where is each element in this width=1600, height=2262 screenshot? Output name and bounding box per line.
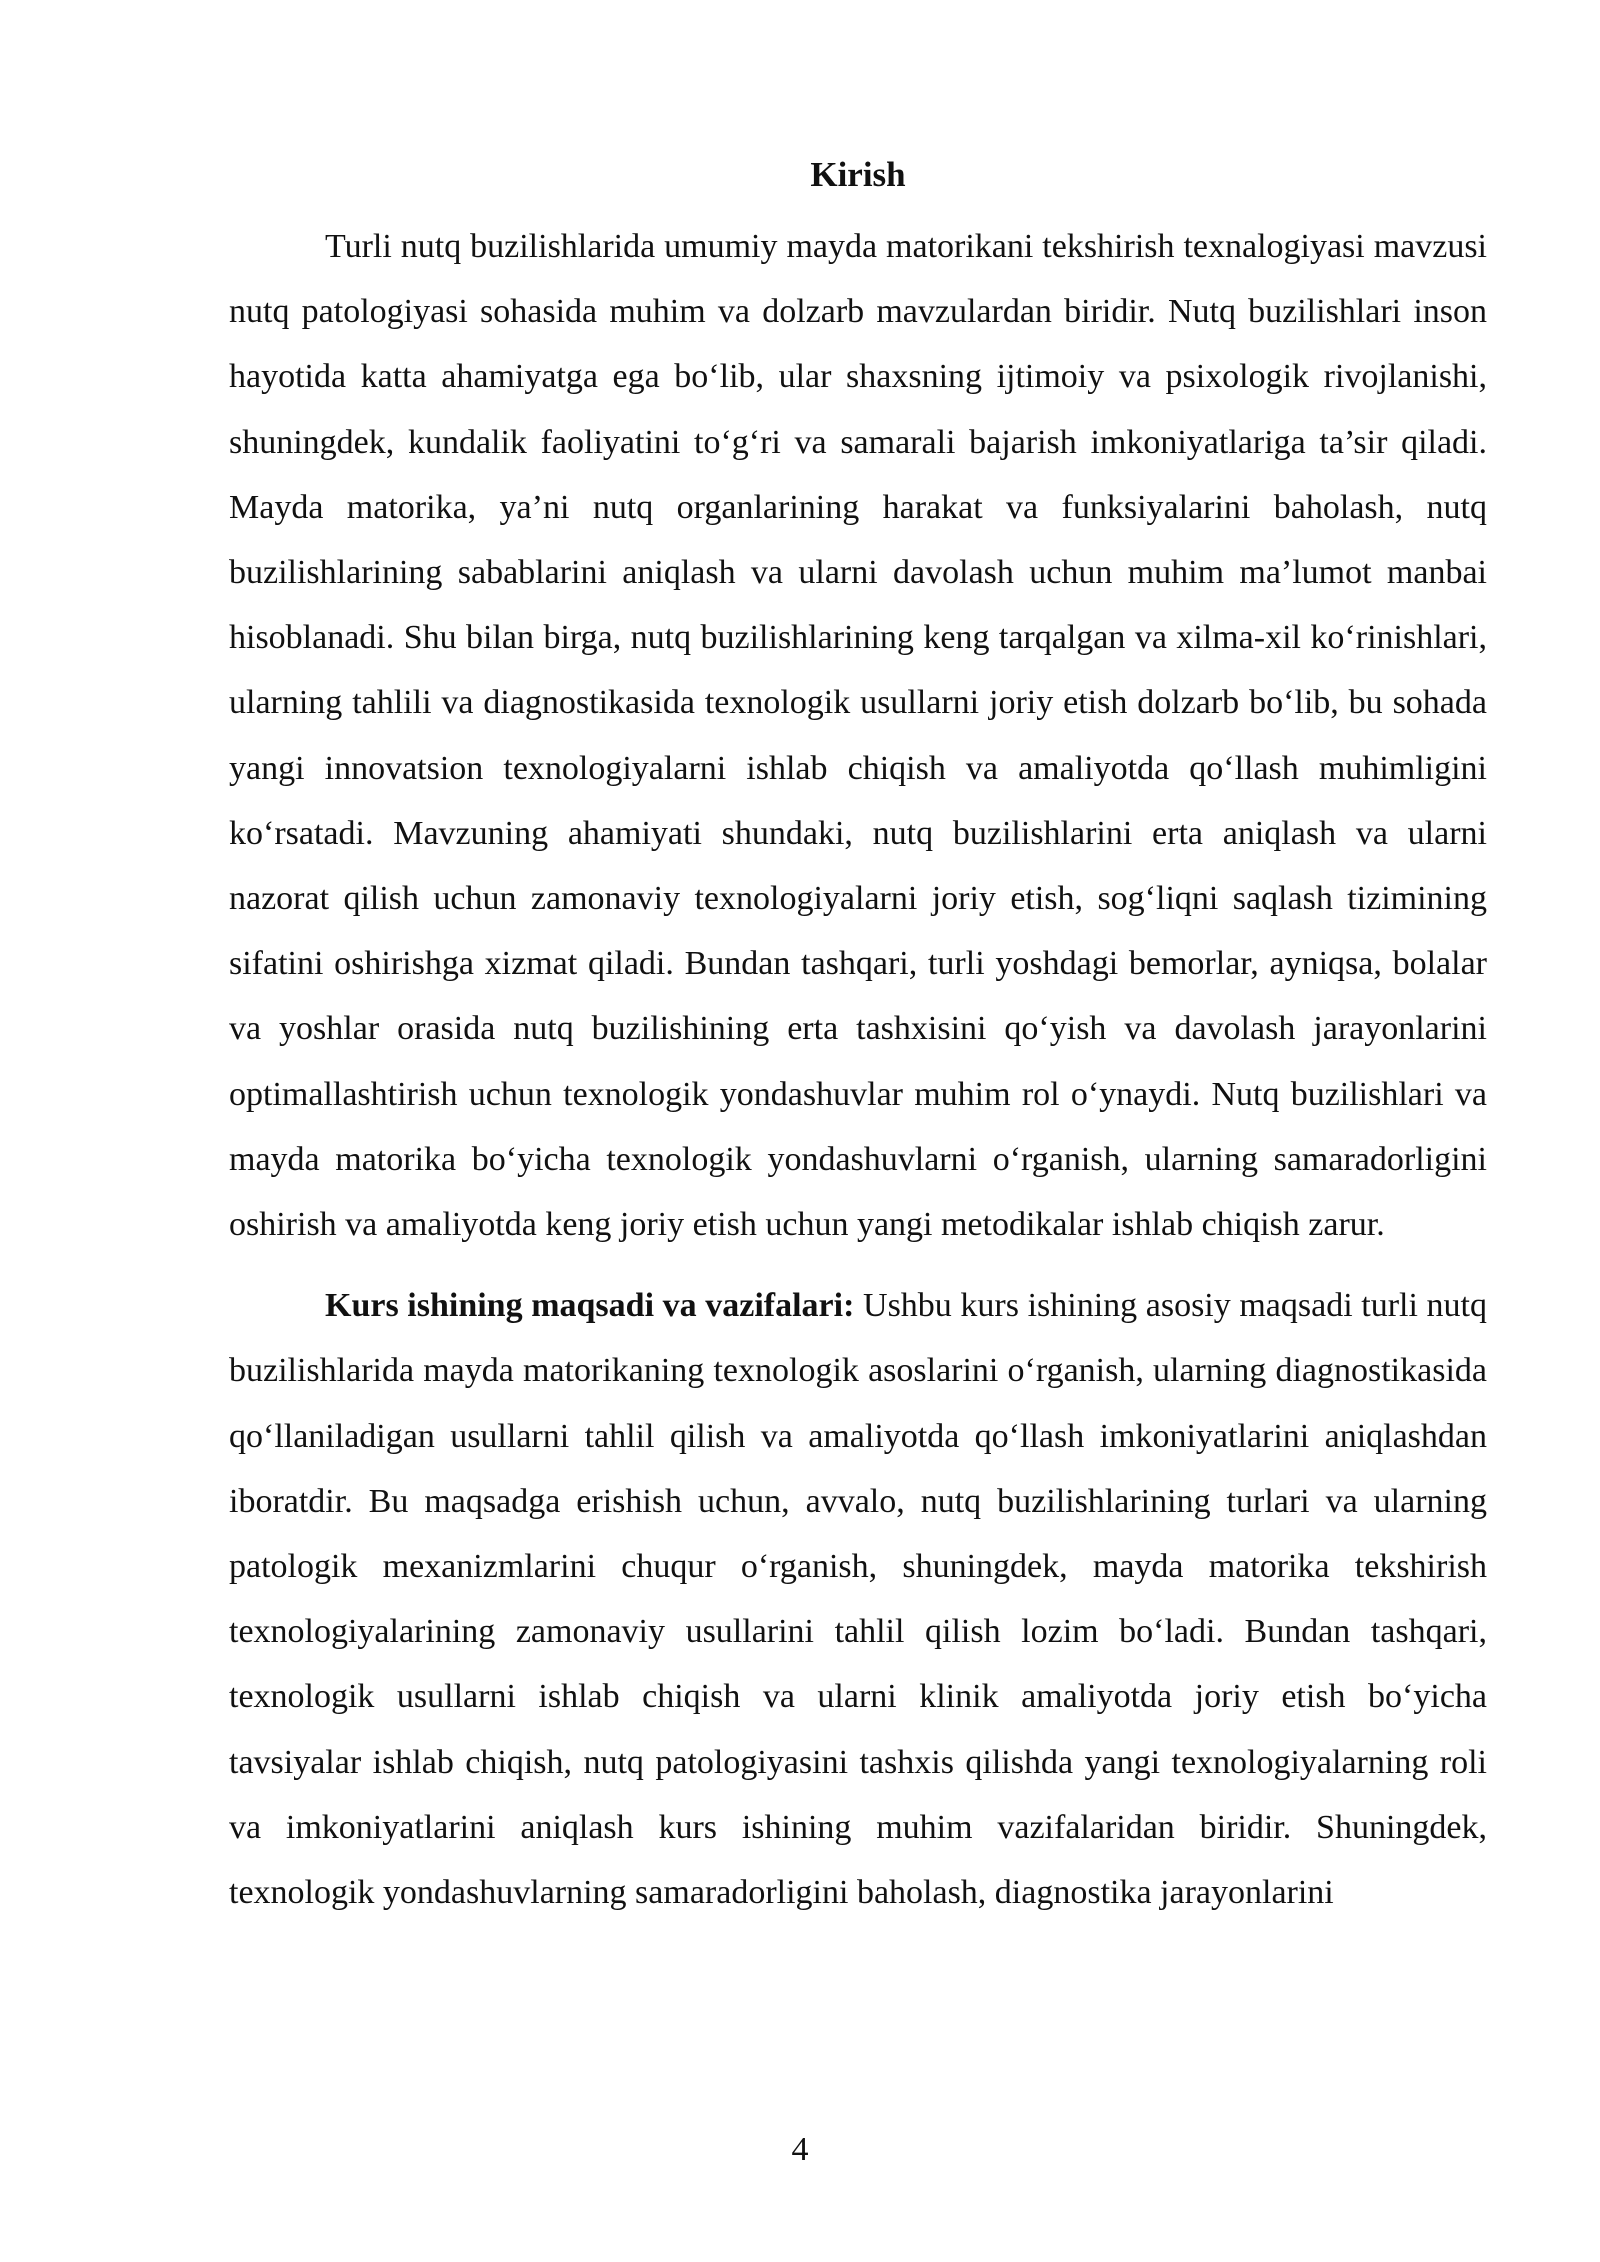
introduction-paragraph: Turli nutq buzilishlarida umumiy mayda matorikani tekshirish texnalogiyasi mavzusi nutq patologiyasi sohasida muhim va dolzarb mavzulardan biridir. Nutq buzilishlari inson hayotida katta ahamiyatga ega bo‘lib, ular shaxsning ijtimoiy va psixologik rivojlanishi, shuningdek, kundalik faoliyatini to‘g‘ri va samarali bajarish imkoniyatlariga ta’sir qiladi. Mayda matorika, ya’ni nutq organlarining harakat va funksiyalarini baholash, nutq buzilishlarining sabablarini aniqlash va ularni davolash uchun muhim ma’lumot manbai hisoblanadi. Shu bilan birga, nutq buzilishlarining keng tarqalgan va xilma-xil ko‘rinishlari, ularning tahlili va diagnostikasida texnologik usullarni joriy etish dolzarb bo‘lib, bu sohada yangi innovatsion texnologiyalarni ishlab chiqish va amaliyotda qo‘llash muhimligini ko‘rsatadi. Mavzuning ahamiyati shundaki, nutq buzilishlarini erta aniqlash va ularni nazorat qilish uchun zamonaviy texnologiyalarni joriy etish, sog‘liqni saqlash tizimining sifatini oshirishga xizmat qiladi. Bundan tashqari, turli yoshdagi bemorlar, ayniqsa, bolalar va yoshlar orasida nutq buzilishining erta tashxisini qo‘yish va davolash jarayonlarini optimallashtirish uchun texnologik yondashuvlar muhim rol o‘ynaydi. Nutq buzilishlari va mayda matorika bo‘yicha texnologik yondashuvlarni o‘rganish, ularning samaradorligini oshirish va amaliyotda keng joriy etish uchun yangi metodikalar ishlab chiqish zarur. [229, 228, 1487, 1244]
goals-text: Ushbu kurs ishining asosiy maqsadi turli nutq buzilishlarida mayda matorikaning texnologik asoslarini o‘rganish, ularning diagnostikasida qo‘llaniladigan usullarni tahlil qilish va amaliyotda qo‘llash imkoniyatlarini aniqlashdan iboratdir. Bu maqsadga erishish uchun, avvalo, nutq buzilishlarining turlari va ularning patologik mexanizmlarini chuqur o‘rganish, shuningdek, mayda matorika tekshirish texnologiyalarining zamonaviy usullarini tahlil qilish lozim bo‘ladi. Bundan tashqari, texnologik usullarni ishlab chiqish va ularni klinik amaliyotda joriy etish bo‘yicha tavsiyalar ishlab chiqish, nutq patologiyasini tashxis qilishda yangi texnologiyalarning roli va imkoniyatlarini aniqlash kurs ishining muhim vazifalaridan biridir. Shuningdek, texnologik yondashuvlarning samaradorligini baholash, diagnostika jarayonlarini [229, 1287, 1487, 1912]
page-number: 4 [791, 2131, 809, 2168]
page-content [229, 150, 1487, 1925]
goals-lead-in: Kurs ishining maqsadi va vazifalari: [325, 1287, 855, 1325]
goals-paragraph [229, 1273, 1487, 1925]
section-heading: Kirish [810, 155, 906, 194]
